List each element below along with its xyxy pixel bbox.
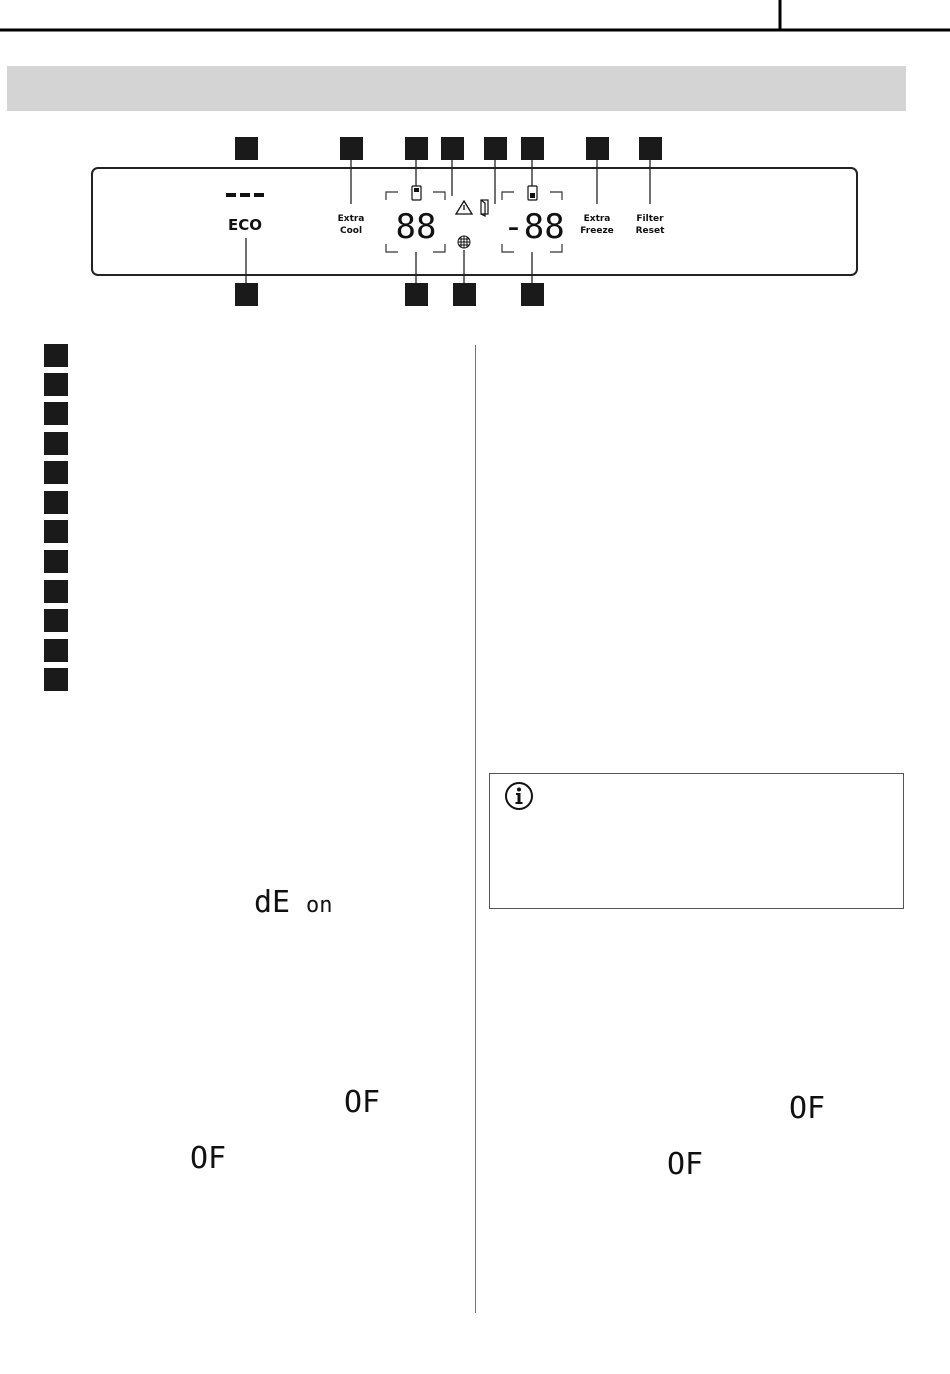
- legend-box-6: [44, 491, 68, 514]
- door-open-icon: [481, 200, 488, 216]
- extra-freeze-label-line1[interactable]: Extra: [583, 214, 611, 224]
- fridge-compartment-icon: [412, 186, 421, 200]
- off-code-1: OF: [344, 1085, 381, 1118]
- legend-box-1: [44, 344, 68, 367]
- callout-box-bottom-2: [405, 283, 428, 306]
- callout-box-top-8: [639, 137, 662, 160]
- callout-box-top-5: [484, 137, 507, 160]
- filter-reset-label-line1[interactable]: Filter: [636, 214, 664, 224]
- legend-box-8: [44, 550, 68, 573]
- freezer-compartment-icon: [528, 186, 537, 200]
- eco-label: ECO: [227, 216, 263, 234]
- legend-box-9: [44, 580, 68, 603]
- callout-box-top-6: [521, 137, 544, 160]
- legend-box-2: [44, 373, 68, 396]
- callout-box-top-3: [405, 137, 428, 160]
- callout-box-top-4: [441, 137, 464, 160]
- demo-mode-code: dE: [254, 885, 291, 918]
- info-note-box: [489, 773, 904, 909]
- control-panel-diagram: [0, 130, 950, 310]
- demo-mode-state: on: [306, 893, 333, 918]
- off-display-2: [186, 1138, 236, 1174]
- extra-cool-label-line2[interactable]: Cool: [339, 226, 363, 236]
- top-rule: [0, 0, 950, 40]
- freezer-temp-display: -88: [503, 207, 565, 247]
- off-display-4: [663, 1144, 713, 1180]
- panel-outline: [92, 168, 857, 275]
- legend-box-7: [44, 520, 68, 543]
- off-code-2: OF: [190, 1141, 227, 1174]
- extra-cool-label-line1[interactable]: Extra: [337, 214, 365, 224]
- callout-box-bottom-4: [521, 283, 544, 306]
- legend-box-4: [44, 432, 68, 455]
- extra-freeze-label-line2[interactable]: Freeze: [580, 226, 614, 236]
- filter-reset-label-line2[interactable]: Reset: [635, 226, 665, 236]
- legend-box-3: [44, 402, 68, 425]
- callout-box-top-1: [235, 137, 258, 160]
- off-display-1: [340, 1082, 390, 1118]
- section-header-bar: [7, 66, 906, 111]
- demo-mode-display: [250, 884, 350, 918]
- info-icon: [504, 781, 534, 811]
- callout-box-top-7: [586, 137, 609, 160]
- fridge-temp-display: 88: [395, 207, 437, 247]
- legend-box-5: [44, 461, 68, 484]
- off-code-4: OF: [667, 1147, 704, 1180]
- callout-box-top-2: [340, 137, 363, 160]
- eco-dashes: [226, 193, 264, 197]
- legend-box-10: [44, 609, 68, 632]
- legend-box-12: [44, 668, 68, 691]
- filter-grid-icon: [458, 236, 470, 248]
- off-display-3: [785, 1088, 835, 1124]
- column-divider: [475, 345, 476, 1313]
- callout-box-bottom-3: [453, 283, 476, 306]
- legend-box-11: [44, 639, 68, 662]
- warning-triangle-icon: [456, 201, 472, 214]
- off-code-3: OF: [789, 1091, 826, 1124]
- callout-box-bottom-1: [235, 283, 258, 306]
